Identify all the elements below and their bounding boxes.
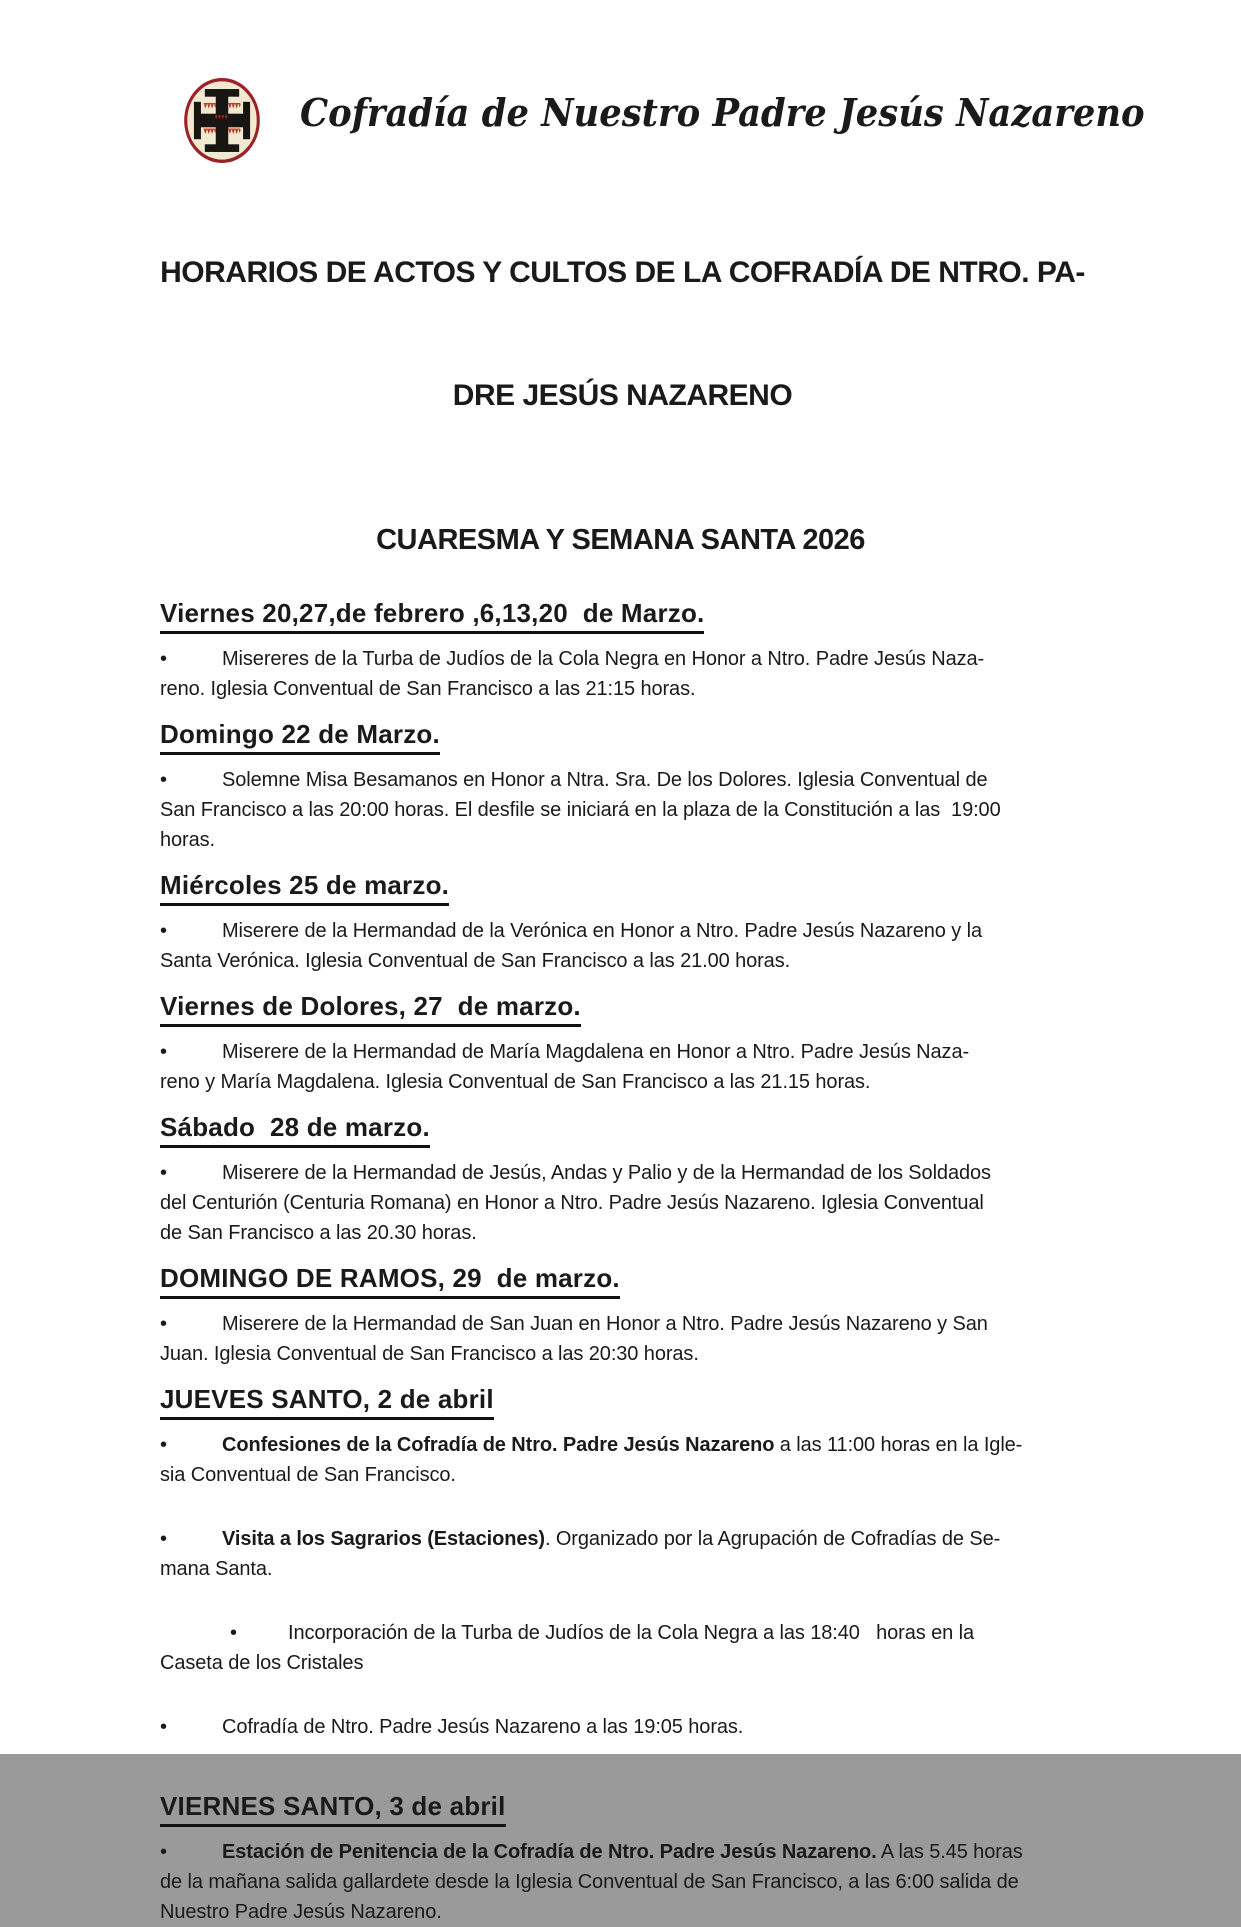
text-line: • Incorporación de la Turba de Judíos de la Cola Negra a las 18:40 horas en la [160,1618,1091,1648]
main-title-line2: DRE JESÚS NAZARENO [452,379,793,412]
text-line: • Misereres de la Turba de Judíos de la Cola Negra en Honor a Ntro. Padre Jesús Naza- [160,644,1091,674]
text-line: del Centurión (Centuria Romana) en Honor a Ntro. Padre Jesús Nazareno. Iglesia Conventual [160,1192,984,1214]
text-line: • Miserere de la Hermandad de María Magdalena en Honor a Ntro. Padre Jesús Naza- [160,1037,1091,1067]
bullet-marker: • [160,1434,167,1456]
document-body [0,557,1241,1927]
bullet-item [160,1158,1091,1248]
section-heading: JUEVES SANTO, 2 de abril [160,1383,494,1420]
bullet-marker: • [160,1313,167,1335]
bullet-item [160,1837,1091,1927]
section-heading: Viernes de Dolores, 27 de marzo. [160,990,581,1027]
text-line: sia Conventual de San Francisco. [160,1464,456,1486]
text-line: • Confesiones de la Cofradía de Ntro. Padre Jesús Nazareno a las 11:00 horas en la Igle- [160,1430,1091,1460]
bullet-item [160,1524,1091,1584]
blank-line [160,1497,1091,1524]
bullet-marker: • [160,920,167,942]
section-heading: Miércoles 25 de marzo. [160,869,449,906]
cross-potent-emblem-icon [183,78,261,163]
blank-line [160,1591,1091,1618]
organization-title: Cofradía de Nuestro Padre Jesús Nazareno [300,90,1145,135]
section-heading: Viernes 20,27,de febrero ,6,13,20 de Marzo. [160,597,704,634]
bullet-marker: • [160,1162,167,1184]
bullet-marker: • [160,1841,167,1863]
text-line: mana Santa. [160,1558,273,1580]
text-line: reno. Iglesia Conventual de San Francisco a las 21:15 horas. [160,678,696,700]
text-line: • Estación de Penitencia de la Cofradía de Ntro. Padre Jesús Nazareno. A las 5.45 horas [160,1837,1091,1867]
bullet-marker: • [160,1041,167,1063]
document-subtitle: CUARESMA Y SEMANA SANTA 2026 [376,524,865,556]
cofradia-emblem-logo [183,78,261,163]
bullet-marker: • [160,769,167,791]
text-line: Nuestro Padre Jesús Nazareno. [160,1901,442,1923]
section-heading: Sábado 28 de marzo. [160,1111,430,1148]
text-line: de la mañana salida gallardete desde la Iglesia Conventual de San Francisco, a las 6:00 salida de [160,1871,1019,1893]
blank-line [160,1749,1091,1776]
text-line: • Miserere de la Hermandad de San Juan en Honor a Ntro. Padre Jesús Nazareno y San [160,1309,1091,1339]
text-line: horas. [160,829,215,851]
text-line: • Solemne Misa Besamanos en Honor a Ntra. Sra. De los Dolores. Iglesia Conventual de [160,765,1091,795]
bullet-marker: • [160,1716,167,1738]
bullet-item [160,1037,1091,1097]
section-heading: DOMINGO DE RAMOS, 29 de marzo. [160,1262,620,1299]
bullet-item [160,765,1091,855]
text-line: • Miserere de la Hermandad de Jesús, Andas y Palio y de la Hermandad de los Soldados [160,1158,1091,1188]
text-line: reno y María Magdalena. Iglesia Conventual de San Francisco a las 21.15 horas. [160,1071,871,1093]
text-line: Juan. Iglesia Conventual de San Francisco a las 20:30 horas. [160,1343,699,1365]
text-line: • Cofradía de Ntro. Padre Jesús Nazareno a las 19:05 horas. [160,1712,1091,1742]
section-heading: Domingo 22 de Marzo. [160,718,440,755]
bullet-item [160,1430,1091,1490]
text-line: • Miserere de la Hermandad de la Verónica en Honor a Ntro. Padre Jesús Nazareno y la [160,916,1091,946]
text-line: Caseta de los Cristales [160,1652,364,1674]
text-line: Santa Verónica. Iglesia Conventual de San Francisco a las 21.00 horas. [160,950,791,972]
section-heading: VIERNES SANTO, 3 de abril [160,1790,506,1827]
text-line: San Francisco a las 20:00 horas. El desfile se iniciará en la plaza de la Constitución a las 19:00 [160,799,1001,821]
bullet-item [160,1618,1091,1678]
bullet-marker: • [160,648,167,670]
document-header [0,0,1241,168]
bullet-item [160,1309,1091,1369]
bullet-marker: • [230,1622,237,1644]
bullet-item [160,644,1091,704]
text-line: de San Francisco a las 20.30 horas. [160,1222,477,1244]
bullet-item [160,916,1091,976]
text-line: • Visita a los Sagrarios (Estaciones). Organizado por la Agrupación de Cofradías de Se- [160,1524,1091,1554]
bullet-item [160,1712,1091,1742]
main-title [144,170,1101,498]
main-title-line1: HORARIOS DE ACTOS Y CULTOS DE LA COFRADÍA DE NTRO. PA- [160,256,1085,289]
bullet-marker: • [160,1528,167,1550]
blank-line [160,1685,1091,1712]
